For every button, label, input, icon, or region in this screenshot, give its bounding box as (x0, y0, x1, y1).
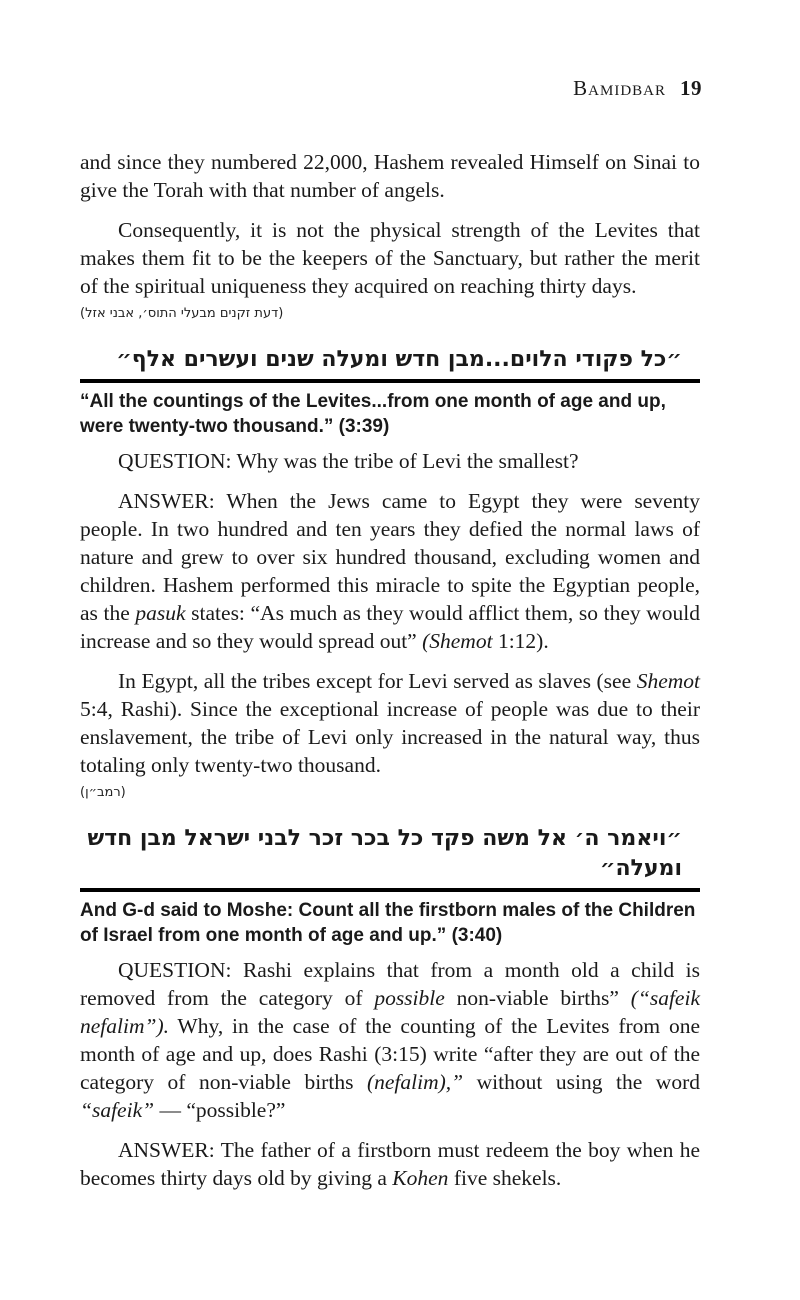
hebrew-verse-heading: ״כל פקודי הלוים...מבן חדש ומעלה שנים ועשרים אלף״ (80, 345, 700, 383)
italic-term: “safeik” (80, 1098, 155, 1122)
italic-term: (Shemot (422, 629, 493, 653)
answer-paragraph (80, 487, 700, 655)
source-citation: (דעת זקנים מבעלי התוס׳, אבני אזל) (80, 306, 284, 321)
italic-term: Kohen (392, 1166, 449, 1190)
page-number: 19 (680, 76, 702, 100)
question-text: Why, in the case of the counting of the Levites from one month of age and up, does Rashi (3:15) write “after they are out of the category of non-viable births (80, 1014, 700, 1094)
answer-text: ANSWER: The father of a firstborn must redeem the boy when he becomes thirty days old by giving a (80, 1138, 700, 1190)
italic-term: possible (374, 986, 445, 1010)
answer-text: 1:12). (492, 629, 549, 653)
hebrew-verse-heading: ״ויאמר ה׳ אל משה פקד כל בכר זכר לבני ישראל מבן חדש ומעלה״ (80, 824, 700, 892)
italic-term: (“safeik nefalim”). (80, 986, 700, 1038)
italic-term: (nefalim),” (366, 1070, 464, 1094)
question-paragraph: QUESTION: Why was the tribe of Levi the smallest? (118, 449, 579, 473)
question-text: non-viable births” (444, 986, 631, 1010)
english-verse-heading: “All the countings of the Levites...from one month of age and up, were twenty-two thousand.” (3:39) (80, 391, 666, 437)
answer-text: ANSWER: When the Jews came to Egypt they were seventy people. In two hundred and ten years they defied the normal laws of nature and grew to over six hundred thousand, excluding women and children. Hashem performed this miracle to spite the Egyptian people, as the (80, 489, 700, 625)
question-text: without using the word (463, 1070, 700, 1094)
answer-text: states: “As much as they would afflict them, so they would increase and so they would spread out” (80, 601, 700, 653)
question-paragraph (80, 956, 700, 1124)
answer-text: five shekels. (448, 1166, 562, 1190)
paragraph-egypt (80, 667, 700, 779)
page-content (80, 148, 700, 1192)
paragraph-text: In Egypt, all the tribes except for Levi served as slaves (see (118, 669, 637, 693)
italic-term: Shemot (636, 669, 700, 693)
italic-term: pasuk (135, 601, 186, 625)
paragraph-consequently: Consequently, it is not the physical strength of the Levites that makes them fit to be the keepers of the Sanctuary, but rather the merit of the spiritual uniqueness they acquired on reaching thirty days. (80, 218, 700, 298)
paragraph-text: 5:4, Rashi). Since the exceptional increase of people was due to their enslavement, the tribe of Levi only increased in the natural way, thus totaling only twenty-two thousand. (80, 697, 700, 777)
answer-paragraph (80, 1136, 700, 1192)
running-head-title: Bamidbar (573, 76, 666, 100)
question-text: QUESTION: Rashi explains that from a month old a child is removed from the category of (80, 958, 700, 1010)
question-text: — “possible?” (154, 1098, 286, 1122)
english-verse-heading: And G-d said to Moshe: Count all the firstborn males of the Children of Israel from one month of age and up.” (3:40) (80, 900, 696, 946)
source-citation: (רמב״ן) (80, 785, 126, 800)
paragraph-continuation: and since they numbered 22,000, Hashem revealed Himself on Sinai to give the Torah with that number of angels. (80, 150, 700, 202)
running-head (573, 76, 702, 101)
